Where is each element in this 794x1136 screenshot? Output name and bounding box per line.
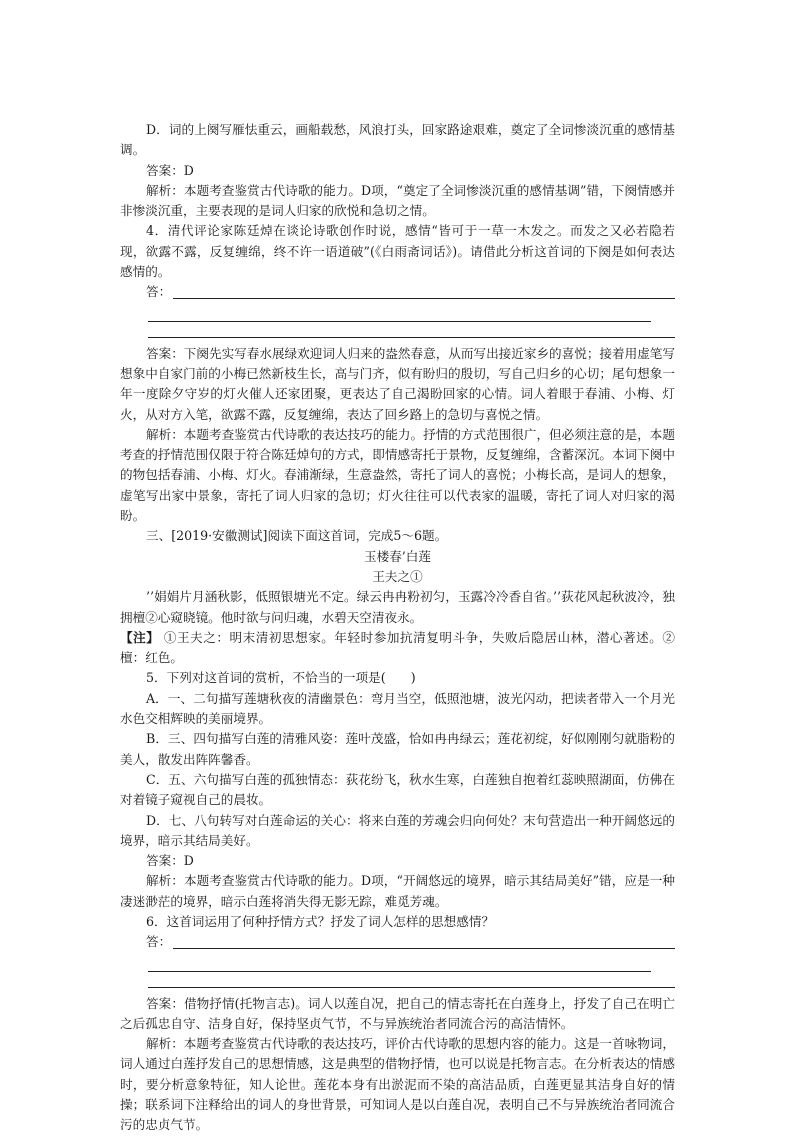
q6-question: 6．这首词运用了何种抒情方式？抒发了词人怎样的思想感情？: [146, 913, 495, 929]
q3-analysis: 解析：本题考查鉴赏古代诗歌的能力。D项，“奠定了全词惨淡沉重的感情基调”错，下阕情感并非惨淡沉重，主要表现的是词人归家的欣悦和急切之情。: [120, 182, 675, 219]
q6-analysis: 解析：本题考查鉴赏古代诗歌的表达技巧，评价古代诗歌的思想内容的能力。这是一首咏物词，词人通过白莲抒发自己的思想情感，这是典型的借物抒情，也可以说是托物言志。在分析表达的情感时，要分析意象特征，知人论世。莲花本身有出淤泥而不染的高洁品质，白莲更显其洁身自好的情操；联系词下注释给出的词人的身世背景，可知词人是以白莲自况，表明自己不与异族统治者同流合污的忠贞气节。: [120, 1036, 675, 1133]
q3-answer: 答案：D: [146, 162, 194, 178]
q6-answer-label: 答：: [146, 934, 172, 950]
q4-answer-line-2[interactable]: [148, 303, 651, 322]
q6-answer: 答案：借物抒情(托物言志)。词人以莲自况，把自己的情志寄托在白莲身上，抒发了自己在明亡之后孤忠自守、洁身自好，保持坚贞气节，不与异族统治者同流合污的高洁情怀。: [120, 995, 675, 1031]
q6-answer-line[interactable]: [120, 932, 675, 952]
q3-option-d: D．词的上阕写雁怯重云，画船载愁，风浪打头，回家路途艰难，奠定了全词惨淡沉重的感情基调。: [120, 122, 675, 158]
q4-analysis: 解析：本题考查鉴赏古代诗歌的表达技巧的能力。抒情的方式范围很广，但必须注意的是，本题考查的抒情范围仅限于符合陈廷焯句的方式，即情感寄托于景物，反复缠绵，含蓄深沉。本词下阕中的物包括春浦、小梅、灯火。春浦渐绿，生意盎然，寄托了词人的喜悦；小梅长高，是词人的想象，虚笔写出家中景象，寄托了词人归家的急切；灯火往往可以代表家的温暖，寄托了词人对归家的渴盼。: [120, 426, 675, 524]
note-label: 【注】: [120, 629, 160, 645]
q4-question: 4．清代评论家陈廷焯在谈论诗歌创作时说，感情“皆可于一草一木发之。而发之又必若隐若现，欲露不露，反复缠绵，终不许一语道破”(《白雨斋词话》)。请借此分析这首词的下阕是如何表达感情的。: [120, 223, 675, 280]
worksheet-page: [120, 120, 675, 1136]
q6-answer-blank[interactable]: [173, 948, 675, 949]
poem-author: 王夫之①: [372, 568, 423, 584]
q5-question: 5．下列对这首词的赏析，不恰当的一项是( ): [146, 670, 416, 686]
q5-analysis: 解析：本题考查鉴赏古代诗歌的能力。D项，“开阔悠远的境界，暗示其结局美好”错，应是一种凄迷渺茫的境界，暗示白莲将消失得无影无踪，难觅芳魂。: [120, 873, 675, 909]
q6-answer-line-2[interactable]: [148, 953, 651, 972]
section-heading: 三、[2019·安徽测试]阅读下面这首词，完成5～6题。: [146, 528, 448, 544]
q4-answer-line[interactable]: [120, 282, 675, 302]
q5-option-c: C．五、六句描写白莲的孤独情态：荻花纷飞，秋水生寒，白莲独自抱着红蕊映照湖面，仿佛在对着镜子窥视自己的晨妆。: [120, 771, 675, 808]
q5-option-b: B．三、四句描写白莲的清雅风姿：莲叶茂盛，恰如冉冉绿云；莲花初绽，好似刚刚匀就脂粉的美人，散发出阵阵馨香。: [120, 731, 675, 767]
poem-note: [120, 628, 675, 669]
note-text: ①王夫之：明末清初思想家。年轻时参加抗清复明斗争，失败后隐居山林，潜心著述。②檀：红色。: [120, 629, 675, 666]
q4-answer: 答案：下阕先实写春水展绿欢迎词人归来的盎然春意，从而写出接近家乡的喜悦；接着用虚笔写想象中自家门前的小梅已然新枝生长，高与门齐，似有盼归的殷切，写自己归乡的心切；尾句想象一年一度除夕守岁的灯火催人还家团聚，更表达了自己渴盼回家的心情。词人着眼于春浦、小梅、灯火，从对方入笔，欲露不露，反复缠绵，表达了回乡路上的急切与喜悦之情。: [120, 345, 675, 422]
q6-answer-line-3[interactable]: [148, 972, 675, 988]
q5-option-d: D．七、八句转写对白莲命运的关心：将来白莲的芳魂会归向何处？末句营造出一种开阔悠远的境界，暗示其结局美好。: [120, 812, 675, 848]
poem-title: 玉楼春’白莲: [364, 548, 431, 564]
q4-answer-blank[interactable]: [173, 298, 675, 299]
q5-answer: 答案：D: [146, 853, 194, 869]
q4-answer-label: 答：: [146, 284, 172, 300]
q4-answer-line-3[interactable]: [148, 322, 675, 338]
q5-option-a: A．一、二句描写莲塘秋夜的清幽景色：弯月当空，低照池塘，波光闪动，把读者带入一个月光水色交相辉映的美丽境界。: [120, 690, 675, 727]
poem-text: ’’娟娟片月涵秋影，低照银塘光不定。绿云冉冉粉初匀，玉露冷冷香自省。’’荻花风起秋波冷，独拥檀②心窥晓镜。他时欲与问归魂，水碧天空清夜永。: [120, 589, 675, 625]
